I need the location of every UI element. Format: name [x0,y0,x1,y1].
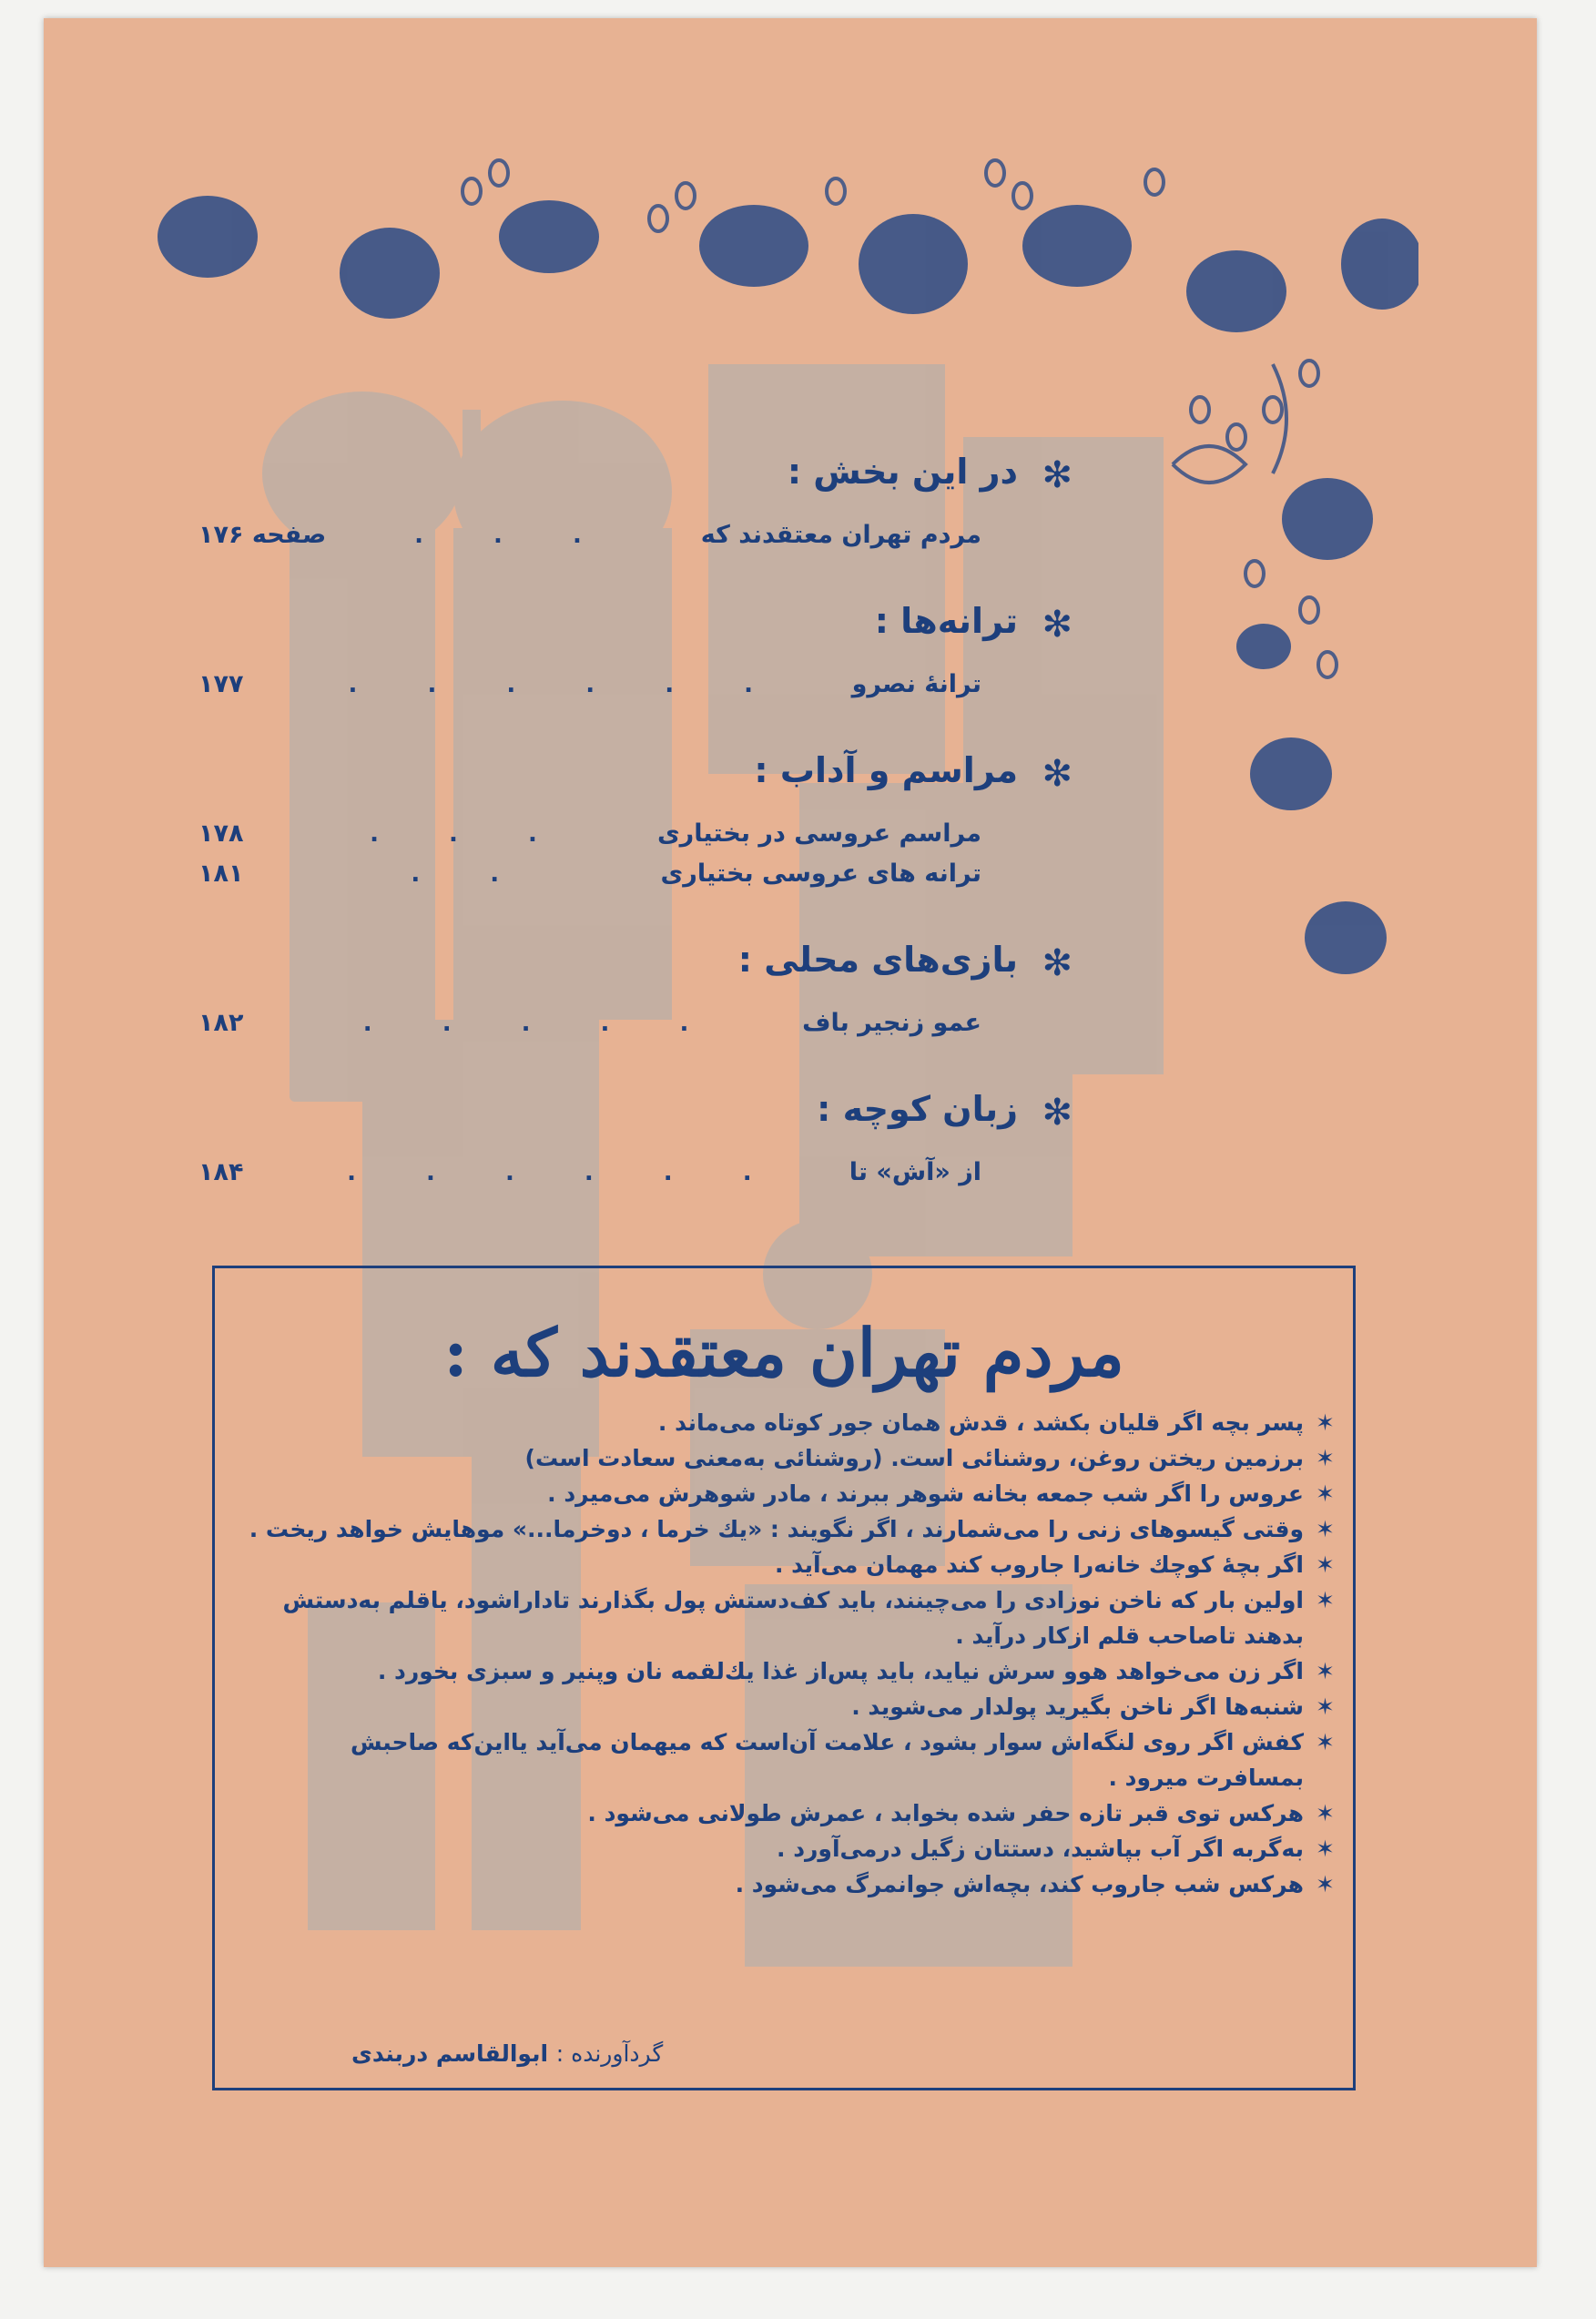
toc-heading-text: زبان کوچه : [817,1089,1018,1129]
belief-text: برزمین ریختن روغن، روشنائی است. (روشنائی به‌معنی سعادت است) [524,1445,1304,1471]
belief-text: اگر زن می‌خواهد هوو سرش نیاید، باید پس‌از غذا یك‌لقمه نان وپنیر و سبزی بخورد . [377,1658,1304,1684]
belief-item [242,1582,1335,1653]
star-bullet-icon: ✶ [1316,1658,1335,1684]
toc-heading [198,1083,1072,1134]
beliefs-list [242,1405,1335,1902]
flower-bullet-icon: ✻ [1042,454,1072,496]
belief-text: هرکس شب جاروب کند، بچه‌اش جوانمرگ می‌شود . [735,1871,1304,1897]
toc-entry-page: ۱۷۸ [198,819,244,848]
toc-entry [198,665,981,705]
beliefs-title: مردم تهران معتقدند که : [443,1314,1124,1391]
toc-entry-title: عمو زنجیر باف [802,1009,981,1037]
flower-bullet-icon: ✻ [1042,1092,1072,1134]
toc-leader-dots: . . [411,860,531,888]
star-bullet-icon: ✶ [1316,1693,1335,1720]
toc-entry [198,854,981,894]
toc-entry-title: ترانهٔ نصرو [851,670,981,698]
toc-entry-title: از «آش» تا [849,1158,981,1186]
table-of-contents [198,446,1072,1193]
belief-item [242,1476,1335,1511]
toc-entry-title: ترانه های عروسی بختیاری [660,859,981,888]
toc-heading [198,595,1072,646]
belief-text: اولین بار که ناخن نوزادی را می‌چینند، باید کف‌دستش پول بگذارند تاداراشود، یاقلم به‌دستش بدهند تاصاحب قلم ازکار درآید . [282,1587,1304,1649]
star-bullet-icon: ✶ [1316,1445,1335,1471]
belief-text: شنبه‌ها اگر ناخن بگیرید پولدار می‌شوید . [851,1693,1304,1720]
star-bullet-icon: ✶ [1316,1516,1335,1542]
toc-heading [198,934,1072,985]
collector-name: ابوالقاسم دربندی [351,2040,549,2067]
star-bullet-icon: ✶ [1316,1409,1335,1436]
toc-leader-dots: . . . . . . [348,671,785,698]
flower-bullet-icon: ✻ [1042,753,1072,795]
toc-heading [198,446,1072,497]
belief-text: پسر بچه اگر قلیان بکشد ، قدش همان جور کوتاه می‌ماند . [657,1409,1304,1436]
belief-text: عروس را اگر شب جمعه بخانه شوهر ببرند ، مادر شوهرش می‌میرد . [547,1480,1304,1507]
toc-leader-dots: . . . . . [362,1010,720,1037]
belief-item [242,1795,1335,1831]
toc-leader-dots: . . . [370,820,568,848]
flower-bullet-icon: ✻ [1042,604,1072,646]
flower-bullet-icon: ✻ [1042,942,1072,984]
toc-leader-dots: . . . [414,522,613,549]
star-bullet-icon: ✶ [1316,1836,1335,1862]
toc-entry-page: صفحه ۱۷۶ [198,521,327,549]
toc-heading-text: مراسم و آداب : [754,750,1018,790]
toc-entry-title: مراسم عروسی در بختیاری [656,819,981,848]
toc-entry-page: ۱۷۷ [198,670,244,698]
toc-entry-title: مردم تهران معتقدند که [700,521,981,549]
star-bullet-icon: ✶ [1316,1587,1335,1613]
star-bullet-icon: ✶ [1316,1729,1335,1755]
toc-entry-page: ۱۸۴ [198,1158,244,1186]
belief-item [242,1689,1335,1724]
belief-item [242,1866,1335,1902]
toc-entry [198,1153,981,1193]
belief-text: کفش اگر روی لنگه‌اش سوار بشود ، علامت آن‌است که میهمان می‌آید یااین‌که صاحبش بمسافرت میرود . [350,1729,1304,1791]
belief-item [242,1405,1335,1440]
belief-item [242,1724,1335,1795]
belief-text: وقتی گیسوهای زنی را می‌شمارند ، اگر نگویند : «یك خرما ، دوخرما...» موهایش خواهد ریخت . [249,1516,1304,1542]
star-bullet-icon: ✶ [1316,1800,1335,1826]
belief-text: به‌گربه اگر آب بپاشید، دستتان زگیل درمی‌آورد . [777,1836,1304,1862]
star-bullet-icon: ✶ [1316,1480,1335,1507]
belief-item [242,1440,1335,1476]
toc-entry-page: ۱۸۱ [198,859,244,888]
toc-heading-text: ترانه‌ها : [874,601,1018,641]
star-bullet-icon: ✶ [1316,1551,1335,1578]
toc-entry [198,814,981,854]
toc-heading-text: در این بخش : [787,452,1018,492]
toc-entry-page: ۱۸۲ [198,1009,244,1037]
beliefs-box [212,1266,1356,2090]
belief-item [242,1653,1335,1689]
belief-text: اگر بچهٔ کوچك خانه‌را جاروب کند مهمان می‌آید . [774,1551,1304,1578]
magazine-page [44,18,1537,2267]
toc-leader-dots: . . . . . . [347,1159,783,1186]
belief-item [242,1511,1335,1547]
toc-entry [198,515,981,555]
belief-item [242,1831,1335,1866]
collector-credit [351,2040,663,2067]
belief-item [242,1547,1335,1582]
star-bullet-icon: ✶ [1316,1871,1335,1897]
toc-heading-text: بازی‌های محلی : [737,940,1018,980]
collector-label: گردآورنده : [555,2040,664,2067]
toc-heading [198,745,1072,796]
belief-text: هرکس توی قبر تازه حفر شده بخوابد ، عمرش طولانی می‌شود . [587,1800,1304,1826]
toc-entry [198,1003,981,1043]
